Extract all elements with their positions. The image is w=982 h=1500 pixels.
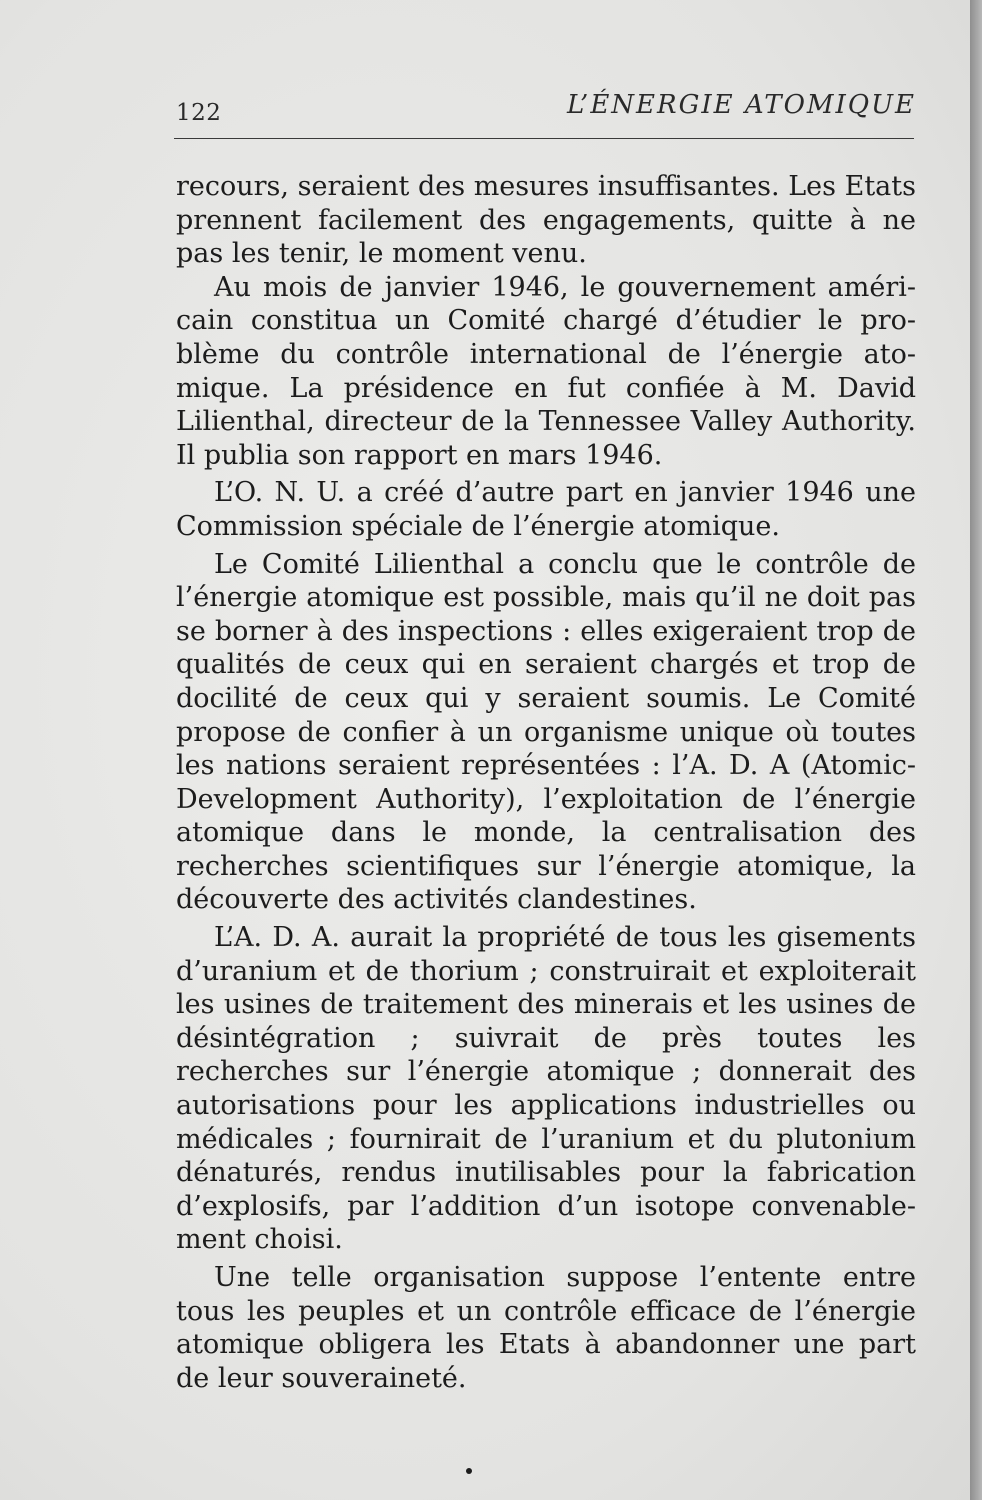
paragraph: Le Comité Lilienthal a conclu que le contrôle de l’énergie atomique est possible, mais qu’il ne doit pas se borner à des inspections : elles exigeraient trop de qualités de ceux qui en seraient chargés et trop de docilité de ceux qui y seraient soumis. Le Comité propose de confier à un organisme unique où toutes les nations seraient représentées : l’A. D. A (Atomic-Development Authority), l’exploitation de l’énergie atomique dans le monde, la centralisation des recherches scientifiques sur l’énergie atomique, la découverte des activités clandestines. <box>176 548 916 916</box>
paragraph: L’O. N. U. a créé d’autre part en janvier 1946 une Commission spéciale de l’énergie atomique. <box>176 477 916 542</box>
page-number: 122 <box>176 100 222 126</box>
paragraph: L’A. D. A. aurait la propriété de tous les gisements d’uranium et de thorium ; construirait et exploiterait les usines de traitement des minerais et les usines de désintégration ; suivrait de près toutes les recherches sur l’énergie atomique ; donnerait des autorisations pour les applications industrielles ou médicales ; fournirait de l’uranium et du plutonium dénaturés, rendus inutilisables pour la fabrication d’explosifs, par l’addition d’un isotope convenablement choisi. <box>176 922 916 1256</box>
paragraph: Une telle organisation suppose l’entente entre tous les peuples et un contrôle efficace de l’énergie atomique obligera les Etats à abandonner une part de leur souveraineté. <box>176 1262 916 1394</box>
paragraph-continuation: recours, seraient des mesures insuffisantes. Les Etats prennent facilement des engagements, quitte à ne pas les tenir, le moment venu. <box>176 171 916 270</box>
header-rule <box>174 138 914 139</box>
page-edge-shadow <box>970 0 982 1500</box>
page-header <box>176 88 916 132</box>
ink-mark <box>466 1468 472 1474</box>
body-text <box>176 170 916 1395</box>
paragraph: Au mois de janvier 1946, le gouvernement américain constitua un Comité chargé d’étudier le problème du contrôle international de l’énergie atomique. La présidence en fut confiée à M. David Lilienthal, directeur de la Tennessee Valley Authority. Il publia son rapport en mars 1946. <box>176 271 916 471</box>
running-head: L’ÉNERGIE ATOMIQUE <box>567 90 916 120</box>
